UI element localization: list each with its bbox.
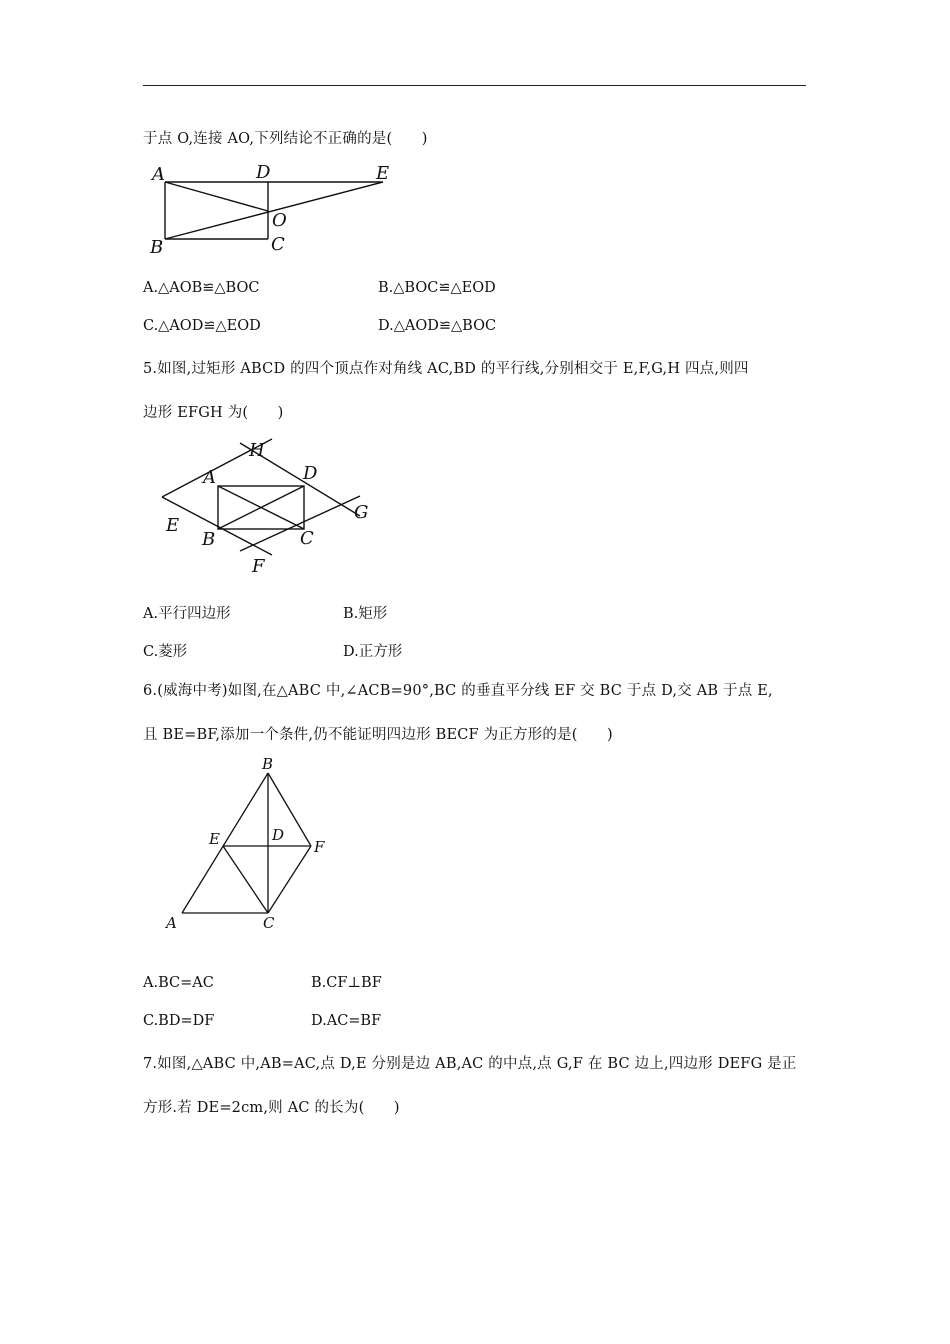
q4-stem: 于点 O,连接 AO,下列结论不正确的是( ) (143, 131, 428, 147)
q5-label-e: E (166, 515, 180, 536)
q6-label-e: E (209, 830, 220, 848)
q4-label-o: O (272, 210, 287, 231)
q6-label-f: F (314, 838, 325, 856)
q6-option-c: C.BD=DF (143, 1013, 215, 1029)
q7-line-1: 7.如图,△ABC 中,AB=AC,点 D,E 分别是边 AB,AC 的中点,点 G,F 在 BC 边上,四边形 DEFG 是正 (143, 1056, 797, 1072)
q7-line-2: 方形.若 DE=2cm,则 AC 的长为( ) (143, 1100, 400, 1116)
q5-label-d: D (303, 463, 318, 484)
q6-line-2: 且 BE=BF,添加一个条件,仍不能证明四边形 BECF 为正方形的是( ) (143, 727, 613, 743)
q6-line-1: 6.(威海中考)如图,在△ABC 中,∠ACB=90°,BC 的垂直平分线 EF 交 BC 于点 D,交 AB 于点 E, (143, 683, 773, 699)
q6-figure (160, 755, 340, 935)
q5-line-1: 5.如图,过矩形 ABCD 的四个顶点作对角线 AC,BD 的平行线,分别相交于 E,F,G,H 四点,则四 (143, 361, 749, 377)
q5-line-2: 边形 EFGH 为( ) (143, 405, 284, 421)
q5-option-d: D.正方形 (343, 644, 403, 660)
q4-label-e: E (376, 163, 390, 184)
q5-option-a: A.平行四边形 (143, 606, 231, 622)
q4-option-b: B.△BOC≌△EOD (378, 280, 496, 296)
q5-figure (150, 435, 390, 575)
q5-option-c: C.菱形 (143, 644, 188, 660)
q4-label-c: C (271, 234, 285, 255)
q6-option-b: B.CF⊥BF (311, 975, 382, 991)
q6-label-a: A (166, 914, 177, 932)
q4-label-a: A (152, 164, 165, 185)
q6-option-d: D.AC=BF (311, 1013, 382, 1029)
q5-label-g: G (354, 502, 369, 523)
q5-label-a: A (203, 467, 216, 488)
q6-label-c: C (263, 914, 275, 932)
q4-option-c: C.△AOD≌△EOD (143, 318, 261, 334)
q5-label-b: B (202, 529, 216, 550)
q4-label-b: B (150, 237, 164, 258)
q5-option-b: B.矩形 (343, 606, 388, 622)
q5-label-c: C (300, 528, 314, 549)
header-rule (143, 85, 806, 86)
q4-option-d: D.△AOD≌△BOC (378, 318, 497, 334)
q4-option-a: A.△AOB≌△BOC (143, 280, 260, 296)
q4-label-d: D (256, 162, 271, 183)
q6-label-b: B (262, 755, 274, 773)
q5-label-h: H (249, 440, 265, 461)
q5-label-f: F (252, 556, 265, 577)
q6-option-a: A.BC=AC (143, 975, 214, 991)
q4-figure (140, 158, 410, 258)
q6-label-d: D (272, 826, 285, 844)
